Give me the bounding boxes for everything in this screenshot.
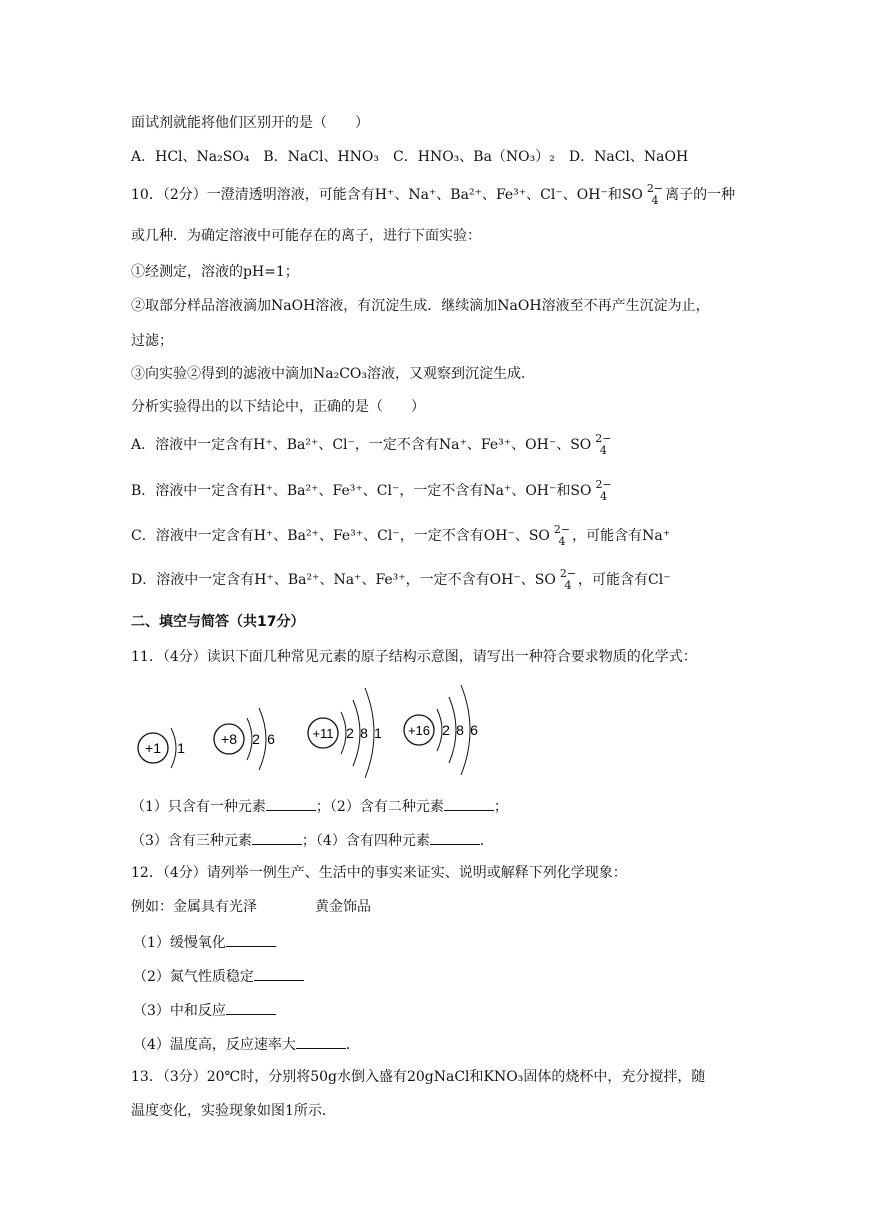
q10-exp1: ①经测定，溶液的pH=1； — [131, 264, 299, 280]
q10-option-d: D．溶液中一定含有H⁺、Ba²⁺、Na⁺、Fe³⁺，一定不含有OH⁻、SO 2− 4 ，可能含有Cl⁻ — [131, 567, 671, 592]
svg-text:+8: +8 — [221, 731, 237, 747]
q10-stem2: 或几种．为确定溶液中可能存在的离子，进行下面实验： — [131, 228, 481, 244]
svg-text:6: 6 — [470, 722, 478, 738]
q10-exp2b: 过滤； — [131, 333, 173, 349]
q12-item3: （3）中和反应 — [133, 1000, 276, 1020]
atom-na — [308, 688, 382, 778]
svg-text:8: 8 — [360, 725, 368, 741]
q10-exp2: ②取部分样品溶液滴加NaOH溶液，有沉淀生成．继续滴加NaOH溶液至不再产生沉淀为止， — [131, 298, 710, 314]
atom-s — [404, 685, 478, 775]
q10-exp3: ③向实验②得到的滤液中滴加Na₂CO₃溶液，又观察到沉淀生成． — [131, 366, 536, 382]
svg-text:+1: +1 — [145, 740, 161, 756]
q10-stem-end: 离子的一种 — [665, 187, 736, 203]
q12-example: 例如：金属具有光泽 黄金饰品 — [131, 899, 371, 915]
svg-text:1: 1 — [374, 725, 382, 741]
atom-o — [214, 708, 275, 770]
q13-stem: 13．（3分）20℃时，分别将50g水倒入盛有20gNaCl和KNO₃固体的烧杯中，充分搅拌，随 — [131, 1069, 706, 1085]
q10-option-b: B．溶液中一定含有H⁺、Ba²⁺、Fe³⁺、Cl⁻，一定不含有Na⁺、OH⁻和SO 2− 4 — [131, 478, 612, 503]
q10-option-a: A．溶液中一定含有H⁺、Ba²⁺、Cl⁻，一定不含有Na⁺、Fe³⁺、OH⁻、SO 2− 4 — [131, 432, 612, 457]
q9-options: A．HCl、Na₂SO₄ B．NaCl、HNO₃ C．HNO₃、Ba（NO₃）₂ D．NaCl、NaOH — [131, 149, 689, 165]
section-heading: 二、填空与简答（共17分） — [131, 614, 305, 630]
atom-structure-diagrams — [135, 680, 495, 780]
answer-blank[interactable] — [226, 932, 276, 947]
svg-text:+16: +16 — [407, 723, 431, 738]
q10-ask: 分析实验得出的以下结论中，正确的是（ ） — [131, 399, 425, 415]
q12-stem: 12．（4分）请列举一例生产、生活中的事实来证实、说明或解释下列化学现象： — [131, 865, 627, 881]
q10-stem-text: 10．（2分）一澄清透明溶液，可能含有H⁺、Na⁺、Ba²⁺、Fe³⁺、Cl⁻、OH⁻和SO — [131, 187, 643, 203]
answer-blank[interactable] — [430, 830, 480, 845]
answer-blank[interactable] — [296, 1034, 346, 1049]
svg-text:1: 1 — [177, 740, 185, 756]
q11-line2: （3）含有三种元素 ；（4）含有四种元素 ． — [131, 830, 494, 850]
answer-blank[interactable] — [226, 1000, 276, 1015]
q11-stem: 11．（4分）读识下面几种常见元素的原子结构示意图，请写出一种符合要求物质的化学式： — [131, 649, 697, 665]
q12-item4: （4）温度高，反应速率大 ． — [133, 1034, 360, 1054]
answer-blank[interactable] — [254, 966, 304, 981]
svg-text:8: 8 — [456, 722, 464, 738]
answer-blank[interactable] — [252, 830, 302, 845]
svg-text:2: 2 — [442, 722, 450, 738]
answer-blank[interactable] — [444, 796, 494, 811]
q11-line1: （1）只含有一种元素 ；（2）含有二种元素 ； — [131, 796, 508, 816]
atom-h — [138, 728, 185, 768]
svg-text:6: 6 — [267, 731, 275, 747]
svg-text:2: 2 — [252, 731, 260, 747]
q10-stem — [131, 183, 735, 207]
q9-continuation: 面试剂就能将他们区别开的是（ ） — [131, 115, 369, 131]
svg-text:+11: +11 — [312, 726, 334, 741]
svg-text:2: 2 — [346, 725, 354, 741]
q10-option-c: C．溶液中一定含有H⁺、Ba²⁺、Fe³⁺、Cl⁻，一定不含有OH⁻、SO 2− 4 ，可能含有Na⁺ — [131, 523, 671, 548]
q12-item2: （2）氮气性质稳定 — [133, 966, 304, 986]
q13-stem2: 温度变化，实验现象如图1所示． — [131, 1103, 336, 1119]
sulfate-charge: 2− 4 — [646, 182, 664, 207]
q12-item1: （1）缓慢氧化 — [133, 932, 276, 952]
answer-blank[interactable] — [266, 796, 316, 811]
